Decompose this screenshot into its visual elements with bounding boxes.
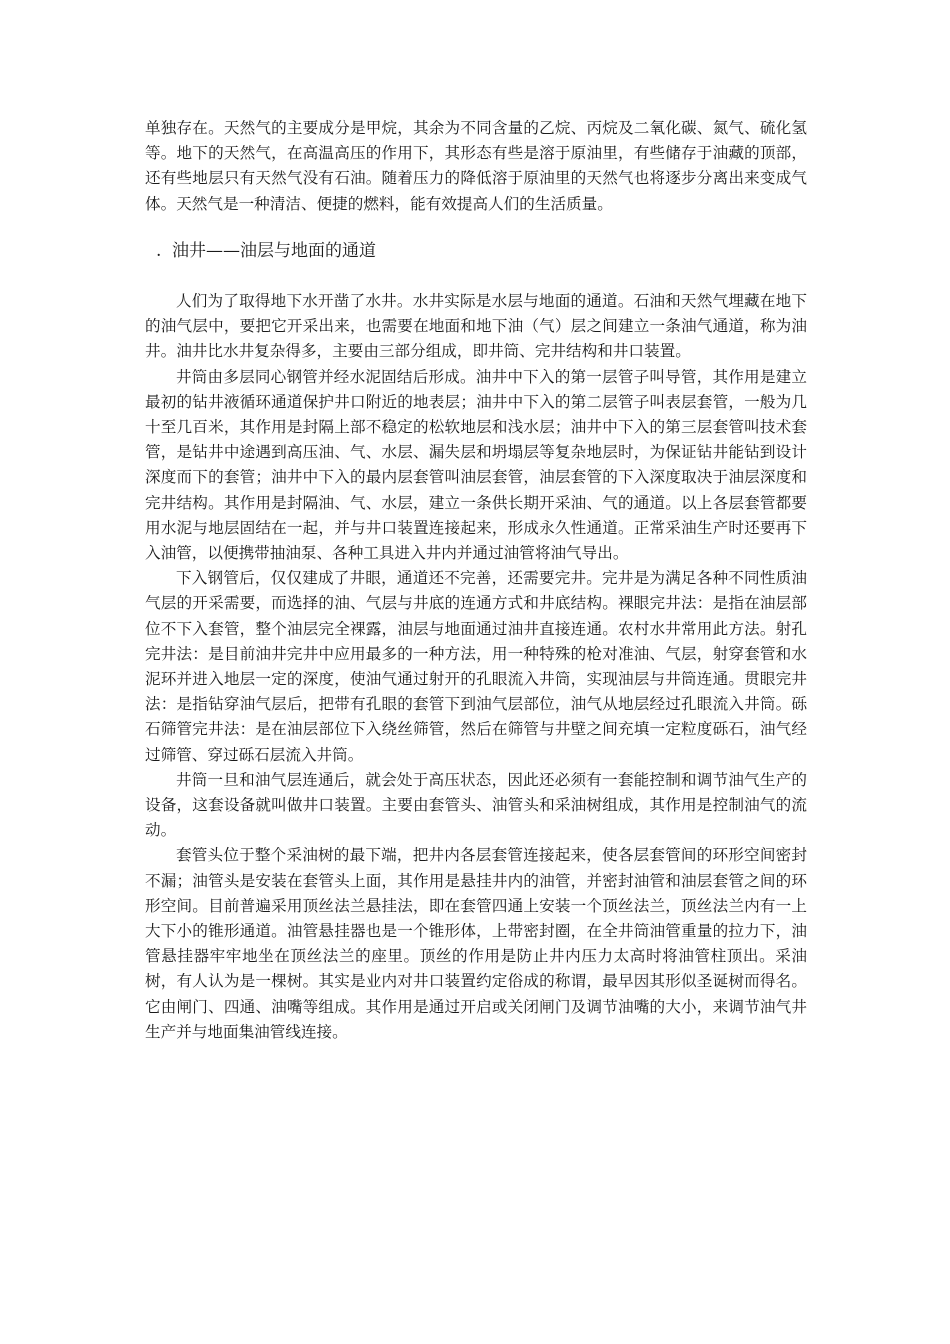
paragraph-oil-well-intro: 人们为了取得地下水开凿了水井。水井实际是水层与地面的通道。石油和天然气埋藏在地下的油气层中，要把它开采出来，也需要在地面和地下油（气）层之间建立一条油气通道，称为油井。油井比水井复杂得多，主要由三部分组成，即井筒、完井结构和井口装置。 [145,292,807,361]
section-body [145,289,807,1045]
paragraph-wellbore: 井筒由多层同心钢管并经水泥固结后形成。油井中下入的第一层管子叫导管，其作用是建立最初的钻井液循环通道保护井口附近的地表层；油井中下入的第二层管子叫表层套管，一般为几十至几百米，其作用是封隔上部不稳定的松软地层和浅水层；油井中下入的第三层套管叫技术套管，是钻井中途遇到高压油、气、水层、漏失层和坍塌层等复杂地层时，为保证钻井能钻到设计深度而下的套管；油井中下入的最内层套管叫油层套管，油层套管的下入深度取决于油层深度和完井结构。其作用是封隔油、气、水层，建立一条供长期开采油、气的通道。以上各层套管都要用水泥与地层固结在一起，并与井口装置连接起来，形成永久性通道。正常采油生产时还要再下入油管，以便携带抽油泵、各种工具进入井内并通过油管将油气导出。 [145,367,807,563]
paragraph-casing-head: 套管头位于整个采油树的最下端，把井内各层套管连接起来，使各层套管间的环形空间密封不漏；油管头是安装在套管头上面，其作用是悬挂井内的油管，并密封油管和油层套管之间的环形空间。目前普遍采用顶丝法兰悬挂法，即在套管四通上安装一个顶丝法兰，顶丝法兰内有一上大下小的锥形通道。油管悬挂器也是一个锥形体，上带密封圈，在全井筒油管重量的拉力下，油管悬挂器牢牢地坐在顶丝法兰的座里。顶丝的作用是防止井内压力太高时将油管柱顶出。采油树，有人认为是一棵树。其实是业内对井口装置约定俗成的称谓，最早因其形似圣诞树而得名。它由闸门、四通、油嘴等组成。其作用是通过开启或关闭闸门及调节油嘴的大小，来调节油气井生产并与地面集油管线连接。 [145,846,807,1041]
section-heading [156,237,376,265]
intro-paragraph: 单独存在。天然气的主要成分是甲烷，其余为不同含量的乙烷、丙烷及二氧化碳、氮气、硫化氢等。地下的天然气，在高温高压的作用下，其形态有些是溶于原油里，有些储存于油藏的顶部，还有些地层只有天然气没有石油。随着压力的降低溶于原油里的天然气也将逐步分离出来变成气体。天然气是一种清洁、便捷的燃料，能有效提高人们的生活质量。 [145,119,807,213]
intro-paragraph-block [145,116,807,217]
section-number: . [156,241,162,261]
section-title: 油井——油层与地面的通道 [172,241,376,261]
paragraph-wellhead: 井筒一旦和油气层连通后，就会处于高压状态，因此还必须有一套能控制和调节油气生产的设备，这套设备就叫做井口装置。主要由套管头、油管头和采油树组成，其作用是控制油气的流动。 [145,770,807,840]
paragraph-completion: 下入钢管后，仅仅建成了井眼，通道还不完善，还需要完井。完井是为满足各种不同性质油气层的开采需要，而选择的油、气层与井底的连通方式和井底结构。裸眼完井法：是指在油层部位不下入套管，整个油层完全裸露，油层与地面通过油井直接连通。农村水井常用此方法。射孔完井法：是目前油井完井中应用最多的一种方法，用一种特殊的枪对准油、气层，射穿套管和水泥环并进入地层一定的深度，使油气通过射开的孔眼流入井筒，实现油层与井筒连通。贯眼完井法：是指钻穿油气层后，把带有孔眼的套管下到油气层部位，油气从地层经过孔眼流入井筒。砾石筛管完井法：是在油层部位下入绕丝筛管，然后在筛管与井壁之间充填一定粒度砾石，油气经过筛管、穿过砾石层流入井筒。 [145,569,807,764]
